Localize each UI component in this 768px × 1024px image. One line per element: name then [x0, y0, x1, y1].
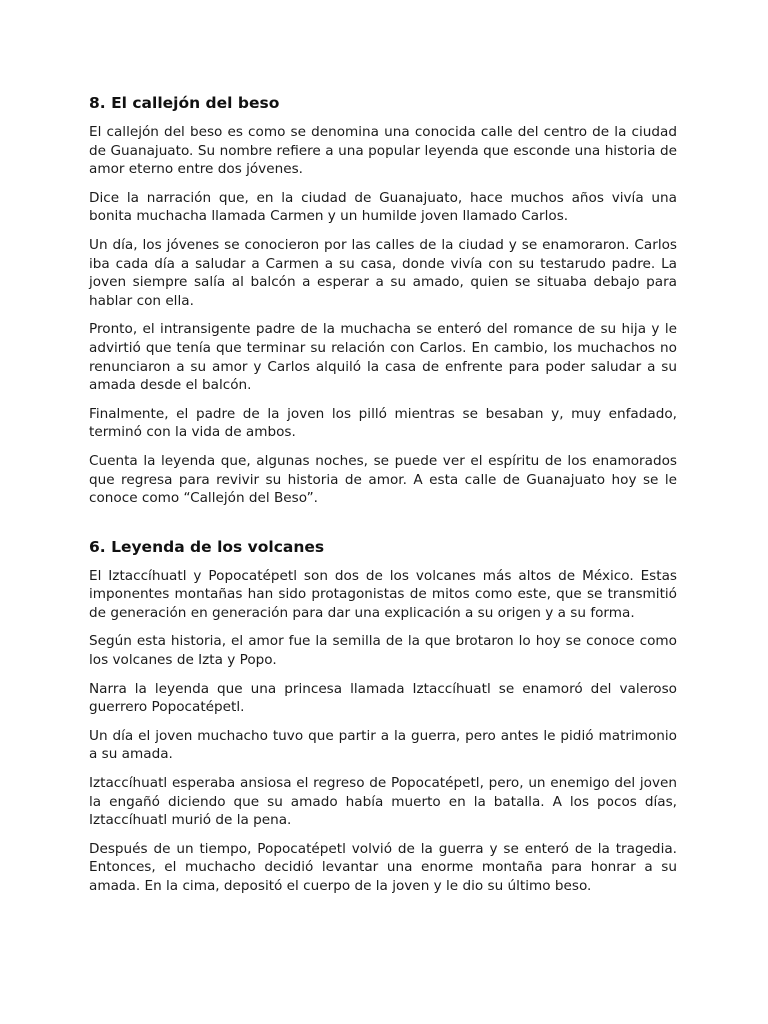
- paragraph: El callejón del beso es como se denomina una conocida calle del centro de la ciudad de Guanajuato. Su nombre refiere a una popular leyenda que esconde una historia de amor eterno entre dos jóvenes.: [89, 124, 677, 178]
- paragraph: Un día el joven muchacho tuvo que partir a la guerra, pero antes le pidió matrimonio a su amada.: [89, 727, 677, 763]
- paragraph: Narra la leyenda que una princesa llamada Iztaccíhuatl se enamoró del valeroso guerrero Popocatépetl.: [89, 680, 677, 716]
- paragraph: Según esta historia, el amor fue la semilla de la que brotaron lo hoy se conoce como los volcanes de Izta y Popo.: [89, 633, 677, 669]
- paragraph: Después de un tiempo, Popocatépetl volvió de la guerra y se enteró de la tragedia. Entonces, el muchacho decidió levantar una enorme montaña para honrar a su amada. En la cima, depositó el cuerpo de la joven y le dio su último beso.: [89, 840, 677, 894]
- document-page: [89, 92, 677, 906]
- section-heading: 6. Leyenda de los volcanes: [89, 537, 325, 556]
- paragraph: El Iztaccíhuatl y Popocatépetl son dos de los volcanes más altos de México. Estas imponentes montañas han sido protagonistas de mitos como este, que se transmitió de generación en generación para dar una explicación a su origen y a su forma.: [89, 567, 677, 621]
- paragraph: Finalmente, el padre de la joven los pilló mientras se besaban y, muy enfadado, terminó con la vida de ambos.: [89, 405, 677, 441]
- paragraph: Pronto, el intransigente padre de la muchacha se enteró del romance de su hija y le advirtió que tenía que terminar su relación con Carlos. En cambio, los muchachos no renunciaron a su amor y Carlos alquiló la casa de enfrente para poder saludar a su amada desde el balcón.: [89, 321, 677, 394]
- section-heading: 8. El callejón del beso: [89, 94, 280, 112]
- paragraph: Cuenta la leyenda que, algunas noches, se puede ver el espíritu de los enamorados que regresa para revivir su historia de amor. A esta calle de Guanajuato hoy se le conoce como “Callejón del Beso”.: [89, 452, 677, 507]
- paragraph: Dice la narración que, en la ciudad de Guanajuato, hace muchos años vivía una bonita muchacha llamada Carmen y un humilde joven llamado Carlos.: [89, 189, 677, 225]
- paragraph: Iztaccíhuatl esperaba ansiosa el regreso de Popocatépetl, pero, un enemigo del joven la engañó diciendo que su amado había muerto en la batalla. A los pocos días, Iztaccíhuatl murió de la pena.: [89, 775, 677, 829]
- paragraph: Un día, los jóvenes se conocieron por las calles de la ciudad y se enamoraron. Carlos iba cada día a saludar a Carmen a su casa, donde vivía con su testarudo padre. La joven siempre salía al balcón a esperar a su amado, quien se situaba debajo para hablar con ella.: [89, 236, 677, 309]
- section-leyenda-volcanes: [89, 536, 677, 896]
- section-callejon-del-beso: [89, 92, 677, 508]
